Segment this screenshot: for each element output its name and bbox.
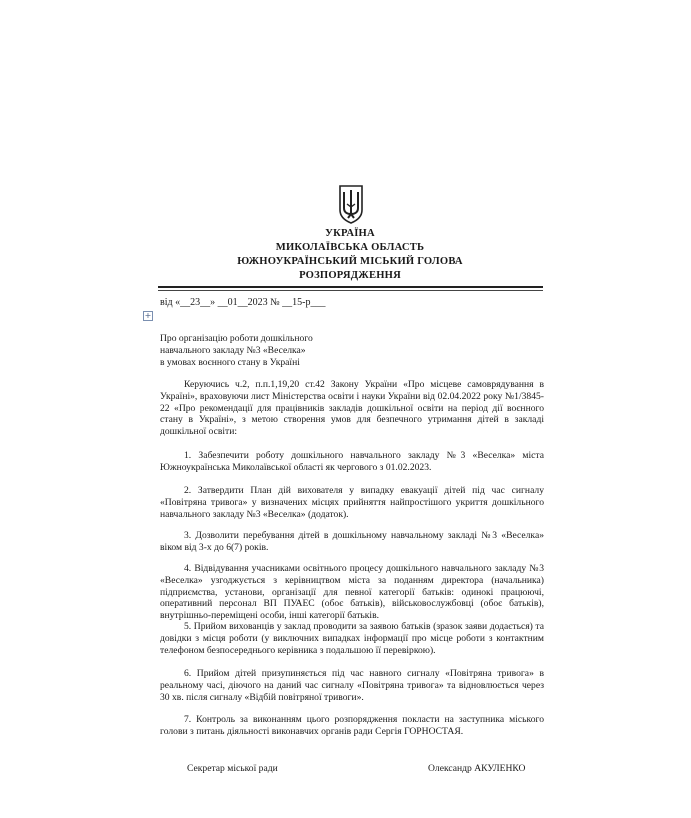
subject-line: в умовах воєнного стану в Україні [160,356,300,368]
subject-line: Про організацію роботи дошкільного [160,333,313,344]
trident-icon [337,184,365,224]
header-doc-type: РОЗПОРЯДЖЕННЯ [299,270,401,281]
preamble-paragraph: Керуючись ч.2, п.п.1,19,20 ст.42 Закону України «Про місцеве самоврядування в Україні», враховуючи лист Міністерства освіти і науки України від 02.04.2022 року №1/3845-22 «Про рекомендації для працівників закладів дошкільної освіти на період дії воєнного стану в Україні», з метою створення умов для безпечного утримання дітей в закладі дошкільної освіти: [160,379,544,438]
order-item-4: 4. Відвідування учасниками освітнього процесу дошкільного навчального закладу №3 «Веселка» узгоджується з керівництвом міста за поданням директора (начальника) підприємства, установи, організації для певної категорії батьків: одинокі працюючі, оперативний персонал ВП ПУАЕС (обоє батьків), військовослужбовці (обоє батьків), внутрішньо-переміщені особи, інші категорії батьків. [160,563,544,622]
subject-line: навчального закладу №3 «Веселка» [160,344,306,356]
date-number-line: від «__23__» __01__2023 № __15-р___ [160,297,326,308]
order-item-1: 1. Забезпечити роботу дошкільного навчального закладу №3 «Веселка» міста Южноукраїнська Миколаївської області як чергового з 01.02.2023. [160,450,544,473]
order-item-6: 6. Прийом дітей призупиняється під час навного сигналу «Повітряна тривога» в реальному часі, діючого на даний час сигналу «Повітряна тривога» та відновлюється через 30 хв. після сигналу «Відбій повітряної тривоги». [160,668,544,703]
order-item-5: 5. Прийом вихованців у заклад проводити за заявою батьків (зразок заяви додається) та довідки з місця роботи (у виключних випадках інформації про місце роботи з контактним телефоном безпосереднього керівника з подальшою її перевіркою). [160,621,544,656]
order-item-7: 7. Контроль за виконанням цього розпорядження покласти на заступника міського голови з питань діяльності виконавчих органів ради Сергія ГОРНОСТАЯ. [160,714,544,737]
header-rule-thick [158,286,543,288]
header-mayor: ЮЖНОУКРАЇНСЬКИЙ МІСЬКИЙ ГОЛОВА [237,256,463,267]
header-rule-thin [158,290,543,291]
subject-block [160,333,313,368]
header-country: УКРАЇНА [325,228,375,239]
order-item-2: 2. Затвердити План дій вихователя у випадку евакуації дітей під час сигналу «Повітряна тривога» у визначених місцях прийняття найпростішого укриття дошкільного навчального закладу №3 «Веселка» (додаток). [160,485,544,520]
signature-name: Олександр АКУЛЕНКО [428,763,526,774]
table-move-handle-icon[interactable]: + [144,311,152,320]
order-item-3: 3. Дозволити перебування дітей в дошкільному навчальному закладі №3 «Веселка» віком від 3-х до 6(7) років. [160,530,544,553]
signature-position: Секретар міської ради [187,763,278,774]
header-region: МИКОЛАЇВСЬКА ОБЛАСТЬ [275,242,425,253]
